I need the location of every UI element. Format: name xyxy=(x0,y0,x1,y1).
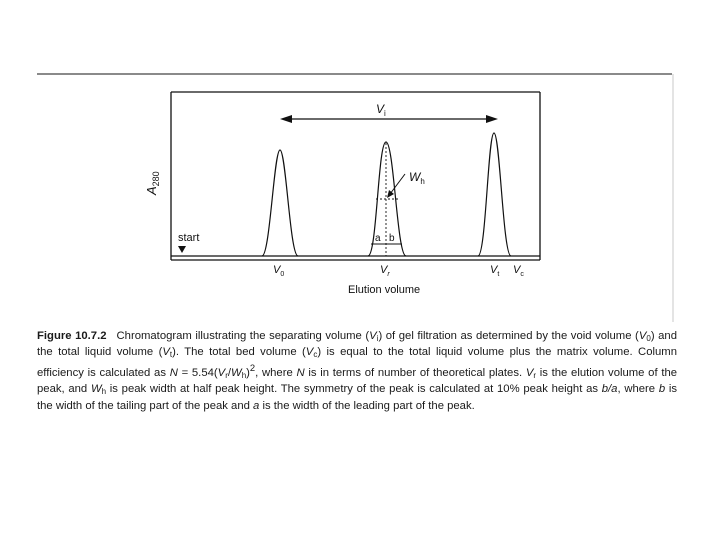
peak-v0 xyxy=(262,150,298,256)
start-label: start xyxy=(178,232,200,244)
vc-label: $V_c$ xyxy=(513,264,524,278)
vi-label: $V_i$ xyxy=(376,102,386,118)
a-label: a xyxy=(375,233,381,244)
v0-label: $V_0$ xyxy=(273,264,285,278)
x-axis-label: Elution volume xyxy=(348,284,421,296)
figure-label: Figure 10.7.2 xyxy=(37,330,107,342)
peak-vr xyxy=(368,142,406,256)
b-label: b xyxy=(389,233,395,244)
figure-caption: Figure 10.7.2 Chromatogram illustrating the separating volume $(V_i)$ of gel filtration as determined by the void volume $(V_0)$ and the total liquid volume $(V_t)$. The total bed volume $(V_c)$ is equal to the total liquid volume plus the matrix volume. Column efficiency is calculated as $N = 5.54(V_r/W_h)^2$, where N is in terms of number of theoretical plates. $V_r$ is the elution volume of the peak, and $W_h$ is peak width at half peak height. The symmetry of the peak is calculated at 10% peak height as b/a, where b is the width of the tailing part of the peak and a is the width of the leading part of the peak. xyxy=(37,330,678,412)
peak-vt xyxy=(478,133,511,256)
wh-label: $W_h$ xyxy=(409,170,425,186)
wh-pointer-line xyxy=(390,174,405,194)
start-marker xyxy=(178,246,186,253)
y-axis-label: $A_{280}$ xyxy=(144,171,161,195)
wh-pointer-head xyxy=(387,190,394,198)
vr-label: $V_r$ xyxy=(380,264,390,278)
vt-label: $V_t$ xyxy=(490,264,500,278)
vi-arrow xyxy=(280,115,498,123)
plot-frame xyxy=(171,92,540,260)
